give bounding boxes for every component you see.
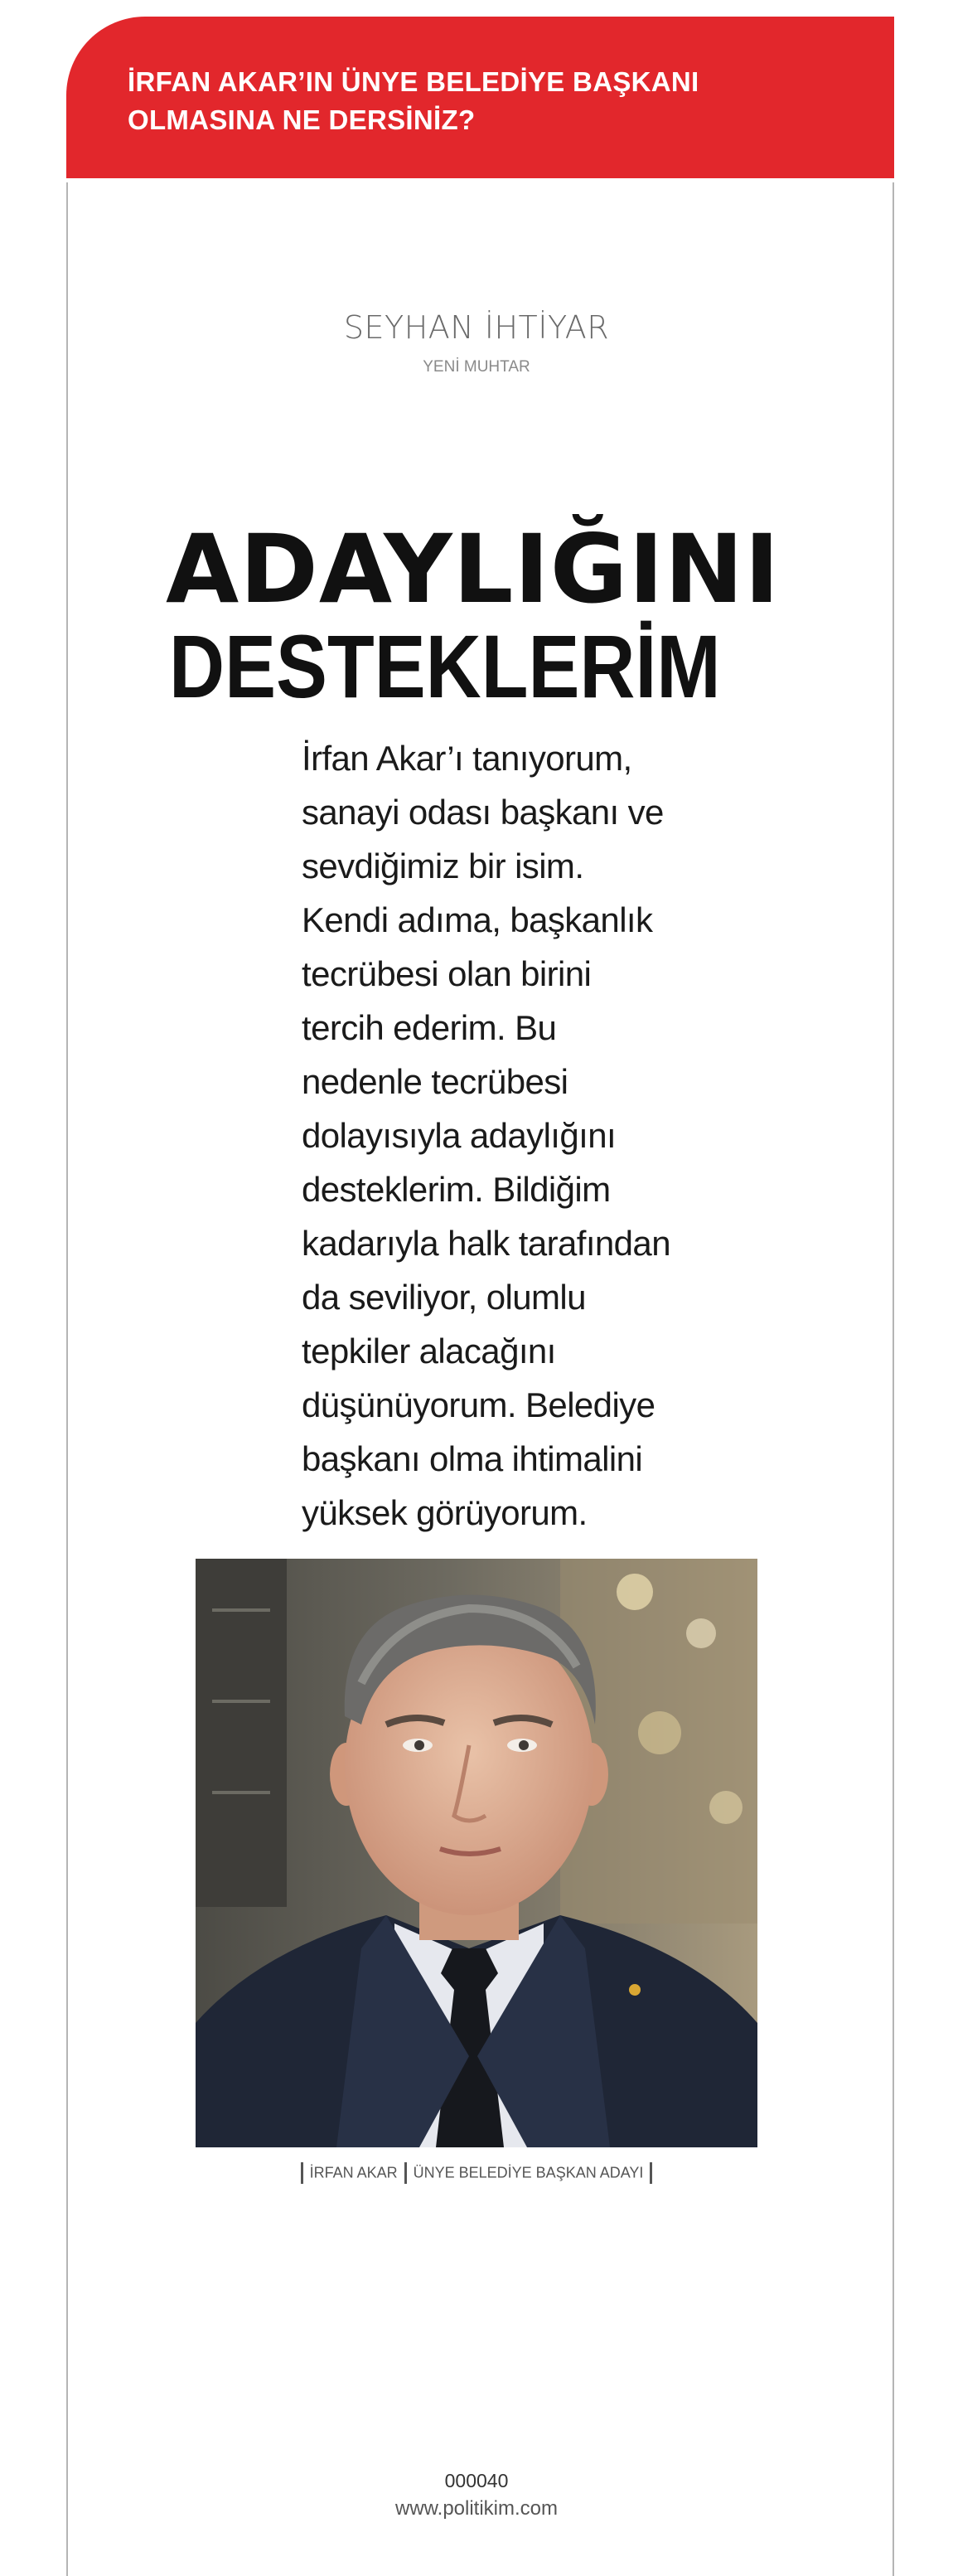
quote-line: dolayısıyla adaylığını bbox=[302, 1116, 617, 1155]
quote-line: başkanı olma ihtimalini bbox=[302, 1439, 643, 1478]
quote-line: sevdiğimiz bir isim. bbox=[302, 847, 584, 885]
quote-line: yüksek görüyorum. bbox=[302, 1493, 588, 1532]
caption-divider bbox=[650, 2162, 652, 2184]
quote-body bbox=[302, 731, 683, 1540]
header-question-line-1: İRFAN AKAR’IN ÜNYE BELEDİYE BAŞKANI bbox=[128, 66, 699, 97]
quote-line: tepkiler alacağını bbox=[302, 1332, 556, 1370]
caption-name: İRFAN AKAR bbox=[309, 2164, 398, 2181]
quote-line: İrfan Akar’ı tanıyorum, bbox=[302, 739, 632, 778]
interviewee-title: YENİ MUHTAR bbox=[423, 358, 530, 376]
quote-line: desteklerim. Bildiğim bbox=[302, 1170, 611, 1209]
photo-caption bbox=[0, 2162, 953, 2184]
quote-line: tecrübesi olan birini bbox=[302, 954, 592, 993]
header-banner bbox=[66, 17, 894, 178]
caption-divider bbox=[301, 2162, 303, 2184]
quote-line: kadarıyla halk tarafından bbox=[302, 1224, 670, 1263]
header-question-line-2: OLMASINA NE DERSİNİZ? bbox=[128, 104, 476, 135]
quote-line: tercih ederim. Bu bbox=[302, 1008, 557, 1047]
page-code: 000040 bbox=[444, 2470, 509, 2491]
quote-line: sanayi odası başkanı ve bbox=[302, 793, 664, 832]
interviewee-name: SEYHAN İHTİYAR bbox=[343, 309, 610, 346]
quote-line: da seviliyor, olumlu bbox=[302, 1278, 586, 1317]
quote-line: Kendi adıma, başkanlık bbox=[302, 900, 653, 939]
headline-line-1: ADAYLIĞINI bbox=[166, 514, 781, 624]
headline-line-2: DESTEKLERİM bbox=[169, 616, 721, 716]
website-url: www.politikim.com bbox=[394, 2497, 559, 2520]
caption-divider bbox=[404, 2162, 407, 2184]
quote-line: düşünüyorum. Belediye bbox=[302, 1385, 655, 1424]
quote-line: nedenle tecrübesi bbox=[302, 1062, 568, 1101]
caption-role: ÜNYE BELEDİYE BAŞKAN ADAYI bbox=[413, 2164, 644, 2181]
portrait-photo bbox=[196, 1559, 757, 2147]
